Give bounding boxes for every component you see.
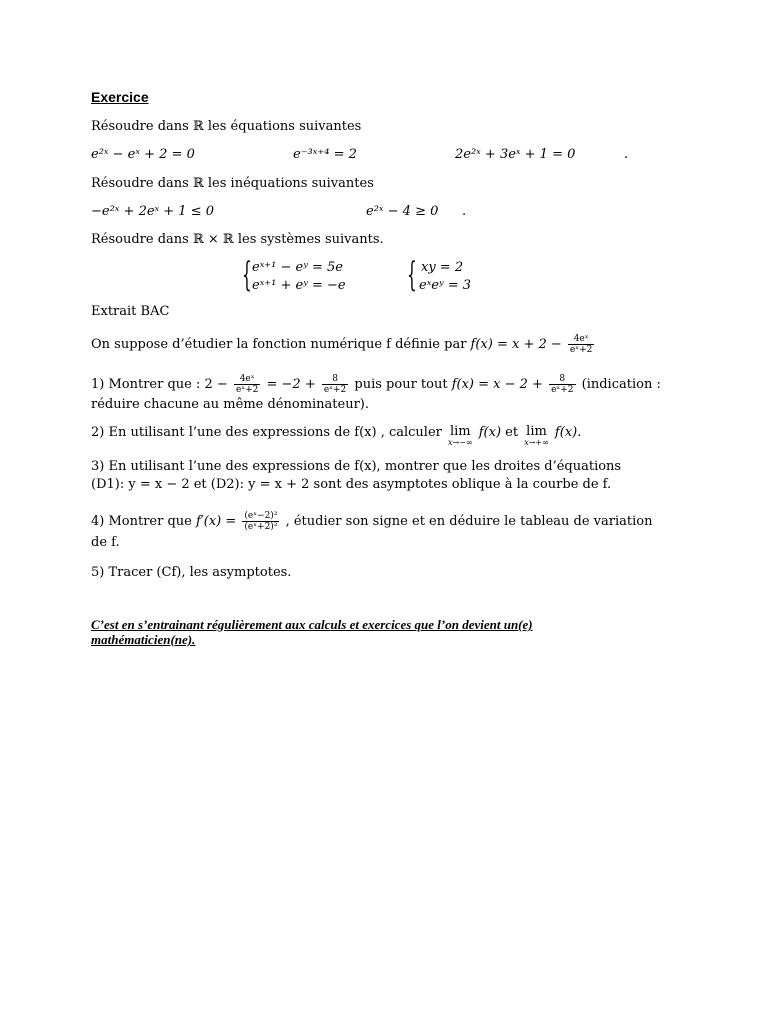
closing-note: C’est en s’entrainant régulièrement aux calculs et exercices que l’on devient un(e) mathématicien(ne). xyxy=(91,617,533,647)
system-2-line-2: eˣeʸ = 3 xyxy=(419,278,472,293)
fraction-denominator: eˣ+2 xyxy=(323,385,347,395)
equation-2: e⁻³ˣ⁺⁴ = 2 xyxy=(293,147,357,162)
inequation-2-end: . xyxy=(462,204,467,219)
equation-1: e²ˣ − eˣ + 2 = 0 xyxy=(91,147,195,162)
bac-intro-text: On suppose d’étudier la fonction numérique f définie par xyxy=(91,337,471,352)
limit-minus-infinity xyxy=(448,425,473,447)
question-4-line-1 xyxy=(91,511,652,532)
equation-3: 2e²ˣ + 3eˣ + 1 = 0 xyxy=(455,147,576,162)
q1-fraction-2 xyxy=(322,374,348,395)
system-1-line-2: eˣ⁺¹ + eʸ = −e xyxy=(252,278,346,293)
exercise-title: Exercice xyxy=(91,89,149,105)
limit-label: lim xyxy=(449,424,471,439)
inequation-1: −e²ˣ + 2eˣ + 1 ≤ 0 xyxy=(91,204,215,219)
fraction-numerator: 4eˣ xyxy=(234,374,260,385)
fraction-denominator: eˣ+2 xyxy=(235,385,259,395)
fraction-numerator: 8 xyxy=(322,374,348,385)
q4-fraction xyxy=(242,511,279,532)
system-2-line-1: xy = 2 xyxy=(421,260,464,275)
bac-intro-fraction xyxy=(568,334,594,355)
question-1-line-2: réduire chacune au même dénominateur). xyxy=(91,397,370,412)
q2-text-a: 2) En utilisant l’une des expressions de f(x) , calculer xyxy=(91,425,446,440)
question-1-line-1 xyxy=(91,374,661,395)
fraction-denominator: eˣ+2 xyxy=(551,385,574,395)
q1-fraction-3 xyxy=(549,374,575,395)
fraction-denominator: (eˣ+2)² xyxy=(244,522,278,532)
q1-fraction-1 xyxy=(234,374,260,395)
system-1 xyxy=(242,255,346,295)
q1-text-c: puis pour tout xyxy=(350,377,452,392)
q2-et: et xyxy=(501,425,523,440)
question-4-line-2: de f. xyxy=(91,535,120,550)
brace-icon: { xyxy=(242,255,252,295)
brace-icon: { xyxy=(407,255,417,295)
fraction-numerator: (eˣ−2)² xyxy=(244,511,278,521)
fraction-denominator: eˣ+2 xyxy=(569,345,593,355)
question-5: 5) Tracer (Cf), les asymptotes. xyxy=(91,565,292,580)
bac-intro-expr: f(x) = x + 2 − xyxy=(470,337,566,352)
q1-text-a: 1) Montrer que : 2 − xyxy=(91,377,232,392)
limit-label: lim xyxy=(526,424,547,439)
q1-text-e: (indication : xyxy=(577,377,661,392)
bac-intro xyxy=(91,334,596,355)
limit-subscript: x→−∞ xyxy=(448,438,473,447)
q4-text-b: , étudier son signe et en déduire le tableau de variation xyxy=(281,514,653,529)
section3-intro: Résoudre dans ℝ × ℝ les systèmes suivants. xyxy=(91,232,384,247)
fraction-numerator: 8 xyxy=(549,374,575,385)
equation-3-end: . xyxy=(624,147,629,162)
bac-heading: Extrait BAC xyxy=(91,304,170,319)
question-2 xyxy=(91,425,581,447)
q4-text-a: 4) Montrer que xyxy=(91,514,196,529)
q2-fx-1: f(x) xyxy=(474,425,502,440)
question-3-line-2: (D1): y = x − 2 et (D2): y = x + 2 sont des asymptotes oblique à la courbe de f. xyxy=(91,477,612,492)
q4-expr: f′(x) = xyxy=(195,514,241,529)
fraction-numerator: 4eˣ xyxy=(568,334,594,345)
limit-plus-infinity xyxy=(524,425,549,447)
section2-intro: Résoudre dans ℝ les inéquations suivantes xyxy=(91,176,374,191)
inequation-2: e²ˣ − 4 ≥ 0 xyxy=(366,204,439,219)
q2-fx-2: f(x). xyxy=(550,425,582,440)
system-2 xyxy=(407,255,472,295)
system-1-line-1: eˣ⁺¹ − eʸ = 5e xyxy=(252,260,343,275)
question-3-line-1: 3) En utilisant l’une des expressions de f(x), montrer que les droites d’équations xyxy=(91,459,622,474)
q1-text-d: f(x) = x − 2 + xyxy=(451,377,548,392)
limit-subscript: x→+∞ xyxy=(524,438,549,447)
q1-text-b: = −2 + xyxy=(262,377,320,392)
section1-intro: Résoudre dans ℝ les équations suivantes xyxy=(91,119,362,134)
